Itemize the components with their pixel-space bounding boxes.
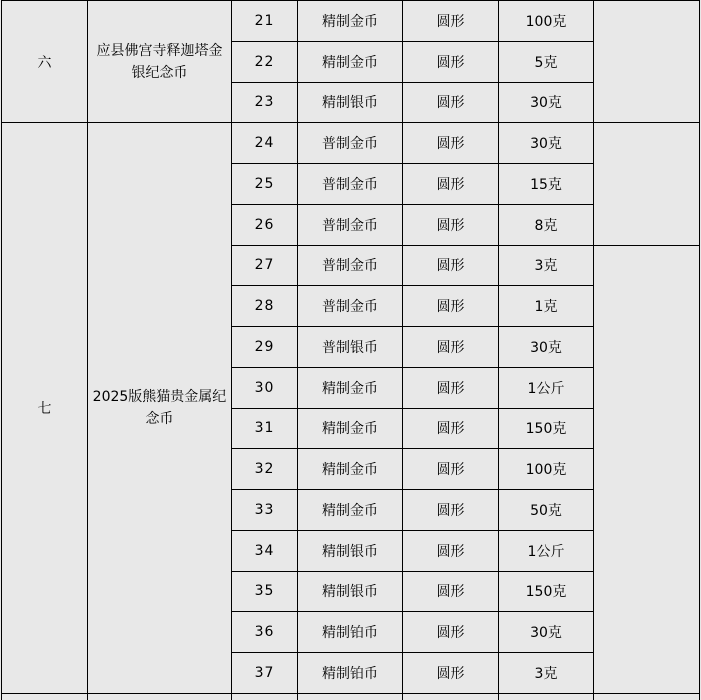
group-name-cell bbox=[88, 1, 232, 123]
shape-cell: 圆形 bbox=[403, 490, 499, 531]
group-name-cell bbox=[88, 693, 232, 700]
coin-type-cell: 普制金币 bbox=[298, 286, 403, 327]
group-index-cell: 七 bbox=[2, 123, 88, 694]
seq-cell bbox=[232, 693, 298, 700]
coin-type-cell: 普制金币 bbox=[298, 204, 403, 245]
shape-cell: 圆形 bbox=[403, 41, 499, 82]
coin-type-cell: 精制金币 bbox=[298, 449, 403, 490]
weight-cell: 30克 bbox=[499, 123, 594, 164]
group-name-line: 应县佛宫寺释迦塔金 bbox=[96, 42, 223, 59]
seq-cell: 21 bbox=[232, 1, 298, 42]
group-name-cell bbox=[88, 123, 232, 694]
table-row-cutoff bbox=[2, 693, 700, 700]
coin-type-cell: 精制银币 bbox=[298, 571, 403, 612]
seq-cell: 32 bbox=[232, 449, 298, 490]
note-cell bbox=[594, 693, 700, 700]
note-cell bbox=[594, 1, 700, 123]
coin-type-cell: 普制金币 bbox=[298, 245, 403, 286]
weight-cell: 100克 bbox=[499, 449, 594, 490]
weight-cell: 3克 bbox=[499, 245, 594, 286]
weight-cell: 50克 bbox=[499, 490, 594, 531]
seq-cell: 37 bbox=[232, 653, 298, 694]
weight-cell: 100克 bbox=[499, 1, 594, 42]
coin-type-cell: 精制金币 bbox=[298, 1, 403, 42]
seq-cell: 34 bbox=[232, 530, 298, 571]
shape-cell: 圆形 bbox=[403, 123, 499, 164]
coin-type-cell: 精制铂币 bbox=[298, 653, 403, 694]
shape-cell: 圆形 bbox=[403, 327, 499, 368]
shape-cell: 圆形 bbox=[403, 1, 499, 42]
seq-cell: 36 bbox=[232, 612, 298, 653]
shape-cell: 圆形 bbox=[403, 204, 499, 245]
weight-cell: 15克 bbox=[499, 164, 594, 205]
weight-cell: 150克 bbox=[499, 571, 594, 612]
seq-cell: 24 bbox=[232, 123, 298, 164]
coin-type-cell bbox=[298, 693, 403, 700]
weight-cell: 1公斤 bbox=[499, 367, 594, 408]
coin-type-cell: 精制金币 bbox=[298, 41, 403, 82]
note-cell bbox=[594, 245, 700, 693]
coin-issuance-table bbox=[1, 0, 700, 700]
shape-cell: 圆形 bbox=[403, 612, 499, 653]
group-name-line: 银纪念币 bbox=[131, 64, 188, 81]
table-row bbox=[2, 1, 700, 42]
group-index-cell bbox=[2, 693, 88, 700]
shape-cell: 圆形 bbox=[403, 286, 499, 327]
seq-cell: 23 bbox=[232, 82, 298, 123]
weight-cell bbox=[499, 693, 594, 700]
coin-type-cell: 精制银币 bbox=[298, 530, 403, 571]
shape-cell: 圆形 bbox=[403, 82, 499, 123]
seq-cell: 33 bbox=[232, 490, 298, 531]
note-cell bbox=[594, 123, 700, 245]
coin-type-cell: 精制铂币 bbox=[298, 612, 403, 653]
weight-cell: 30克 bbox=[499, 82, 594, 123]
weight-cell: 5克 bbox=[499, 41, 594, 82]
seq-cell: 29 bbox=[232, 327, 298, 368]
weight-cell: 30克 bbox=[499, 612, 594, 653]
shape-cell: 圆形 bbox=[403, 449, 499, 490]
seq-cell: 28 bbox=[232, 286, 298, 327]
coin-type-cell: 精制金币 bbox=[298, 408, 403, 449]
weight-cell: 1公斤 bbox=[499, 530, 594, 571]
weight-cell: 150克 bbox=[499, 408, 594, 449]
weight-cell: 3克 bbox=[499, 653, 594, 694]
shape-cell: 圆形 bbox=[403, 367, 499, 408]
group-name-line: 2025版熊猫贵金属纪 bbox=[92, 389, 227, 405]
seq-cell: 25 bbox=[232, 164, 298, 205]
coin-type-cell: 精制金币 bbox=[298, 367, 403, 408]
coin-type-cell: 普制金币 bbox=[298, 123, 403, 164]
shape-cell: 圆形 bbox=[403, 245, 499, 286]
weight-cell: 30克 bbox=[499, 327, 594, 368]
seq-cell: 26 bbox=[232, 204, 298, 245]
shape-cell: 圆形 bbox=[403, 408, 499, 449]
seq-cell: 35 bbox=[232, 571, 298, 612]
table-row bbox=[2, 123, 700, 164]
coin-type-cell: 普制金币 bbox=[298, 164, 403, 205]
shape-cell: 圆形 bbox=[403, 571, 499, 612]
shape-cell: 圆形 bbox=[403, 653, 499, 694]
shape-cell bbox=[403, 693, 499, 700]
group-index-cell: 六 bbox=[2, 1, 88, 123]
seq-cell: 31 bbox=[232, 408, 298, 449]
coin-type-cell: 精制金币 bbox=[298, 490, 403, 531]
seq-cell: 30 bbox=[232, 367, 298, 408]
coin-type-cell: 普制银币 bbox=[298, 327, 403, 368]
seq-cell: 27 bbox=[232, 245, 298, 286]
weight-cell: 1克 bbox=[499, 286, 594, 327]
shape-cell: 圆形 bbox=[403, 164, 499, 205]
group-name-line: 念币 bbox=[145, 411, 174, 427]
seq-cell: 22 bbox=[232, 41, 298, 82]
shape-cell: 圆形 bbox=[403, 530, 499, 571]
weight-cell: 8克 bbox=[499, 204, 594, 245]
coin-type-cell: 精制银币 bbox=[298, 82, 403, 123]
